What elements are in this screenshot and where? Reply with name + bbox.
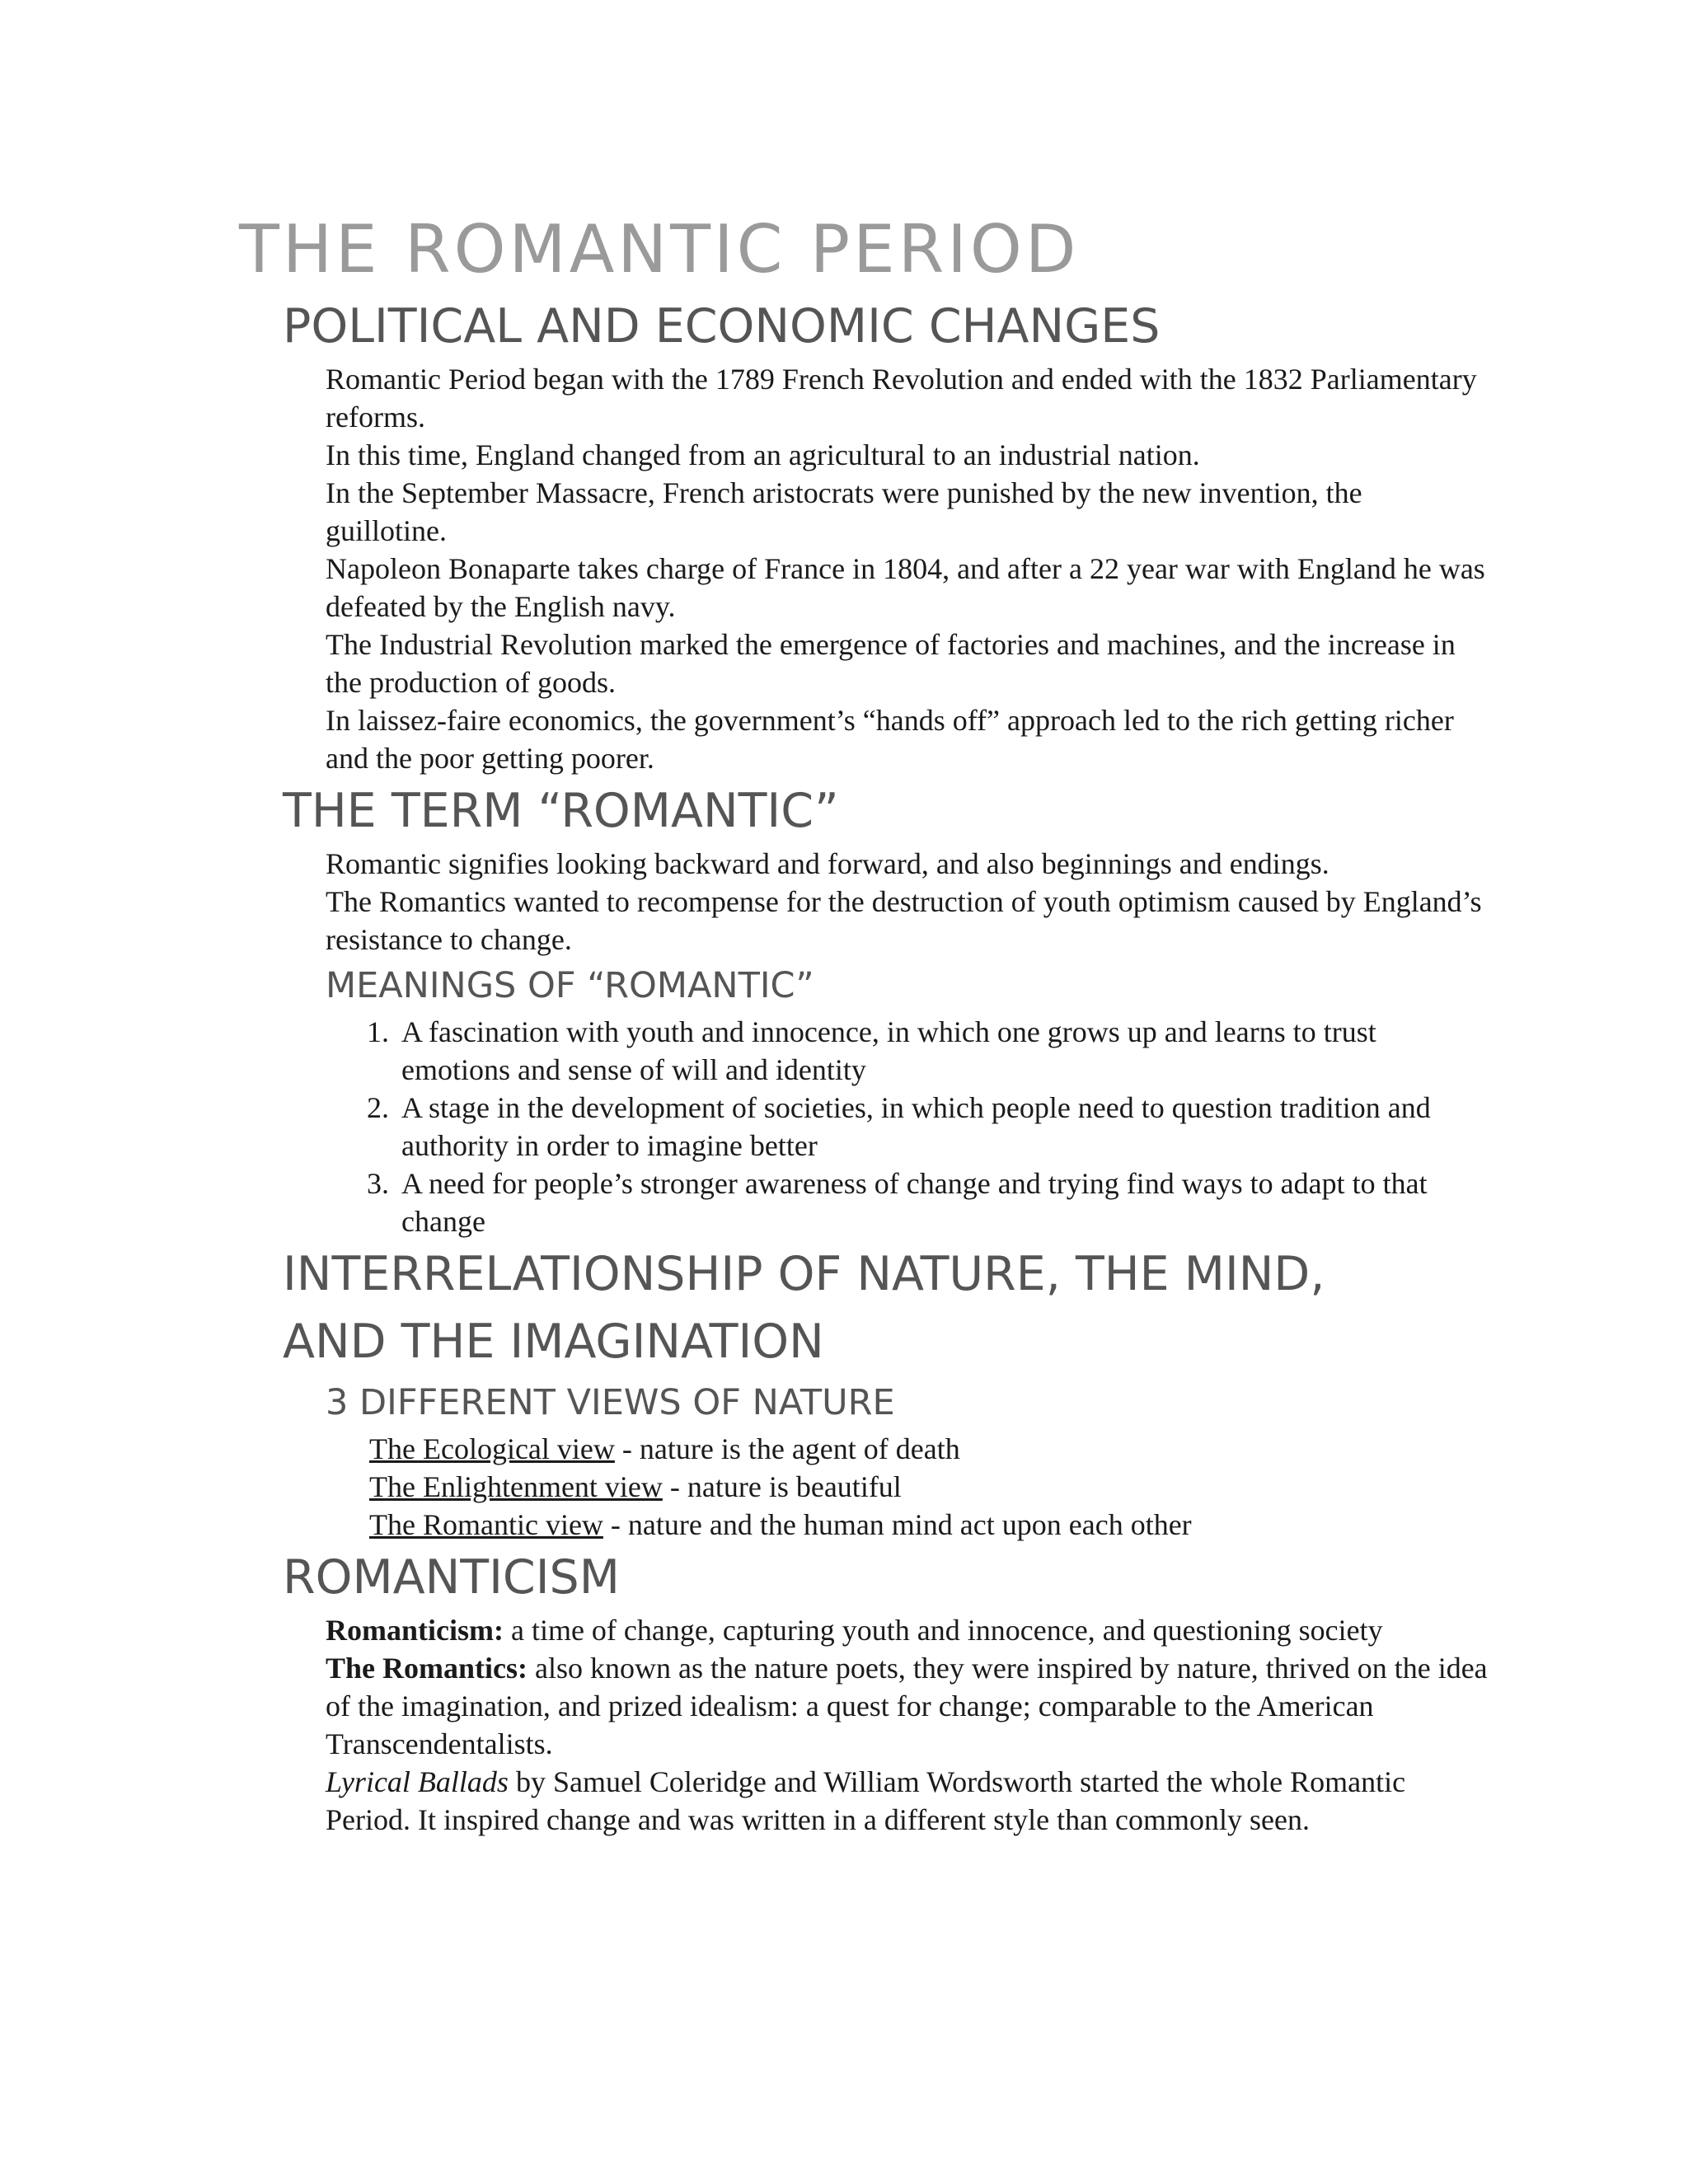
list-number: 3.	[367, 1167, 389, 1200]
paragraph: In laissez-faire economics, the government’s “hands off” approach led to the rich getting richer and the poor getting poorer.	[326, 704, 1454, 775]
view-item-enlightenment	[0, 1468, 1688, 1506]
list-item-text: A fascination with youth and innocence, in which one grows up and learns to trust emotions and sense of will and identity	[401, 1015, 1376, 1086]
list-number: 2.	[367, 1091, 389, 1124]
heading-interrelationship-line-1: INTERRELATIONSHIP OF NATURE, THE MIND,	[283, 1247, 1325, 1301]
definition-text: a time of change, capturing youth and innocence, and questioning society	[503, 1614, 1383, 1647]
view-item-romantic	[0, 1506, 1688, 1544]
heading-meanings-of-romantic: MEANINGS OF “ROMANTIC”	[326, 965, 814, 1006]
paragraph-text: by Samuel Coleridge and William Wordsworth started the whole Romantic Period. It inspired change and was written in a different style than commonly seen.	[326, 1765, 1406, 1836]
paragraph: In this time, England changed from an agricultural to an industrial nation.	[326, 438, 1200, 471]
definition-term: Romanticism:	[326, 1614, 504, 1647]
heading-interrelationship-line-2: AND THE IMAGINATION	[283, 1315, 824, 1369]
paragraph: The Romantics wanted to recompense for the destruction of youth optimism caused by England’s resistance to change.	[326, 885, 1482, 956]
definition-the-romantics	[0, 1649, 1488, 1763]
document-title: THE ROMANTIC PERIOD	[239, 211, 1080, 288]
paragraph: Napoleon Bonaparte takes charge of France in 1804, and after a 22 year war with England he was defeated by the English navy.	[326, 552, 1485, 623]
paragraph: The Industrial Revolution marked the emergence of factories and machines, and the increase in the production of goods.	[326, 628, 1456, 699]
view-label: The Enlightenment view	[369, 1470, 663, 1503]
heading-political-economic-changes: POLITICAL AND ECONOMIC CHANGES	[283, 299, 1160, 354]
view-item-ecological	[0, 1430, 1688, 1468]
list-item	[0, 1013, 1473, 1089]
list-item-text: A need for people’s stronger awareness of change and trying find ways to adapt to that change	[401, 1167, 1428, 1238]
lyrical-ballads-paragraph	[0, 1763, 1488, 1839]
heading-views-of-nature: 3 DIFFERENT VIEWS OF NATURE	[326, 1382, 895, 1423]
view-label: The Ecological view	[369, 1432, 615, 1465]
paragraph: Romantic signifies looking backward and forward, and also beginnings and endings.	[326, 847, 1329, 880]
definition-text: also known as the nature poets, they were inspired by nature, thrived on the idea of the imagination, and prized idealism: a quest for change; comparable to the American Transcendentalists.	[326, 1652, 1488, 1760]
heading-term-romantic: THE TERM “ROMANTIC”	[283, 784, 839, 838]
book-title: Lyrical Ballads	[326, 1765, 509, 1798]
view-text: - nature is the agent of death	[614, 1432, 960, 1465]
view-text: - nature is beautiful	[662, 1470, 902, 1503]
definition-romanticism	[0, 1611, 1488, 1649]
view-text: - nature and the human mind act upon each other	[603, 1508, 1192, 1541]
list-item	[0, 1165, 1473, 1240]
paragraph: Romantic Period began with the 1789 French Revolution and ended with the 1832 Parliamentary reforms.	[326, 363, 1477, 434]
list-item	[0, 1089, 1473, 1165]
view-label: The Romantic view	[369, 1508, 603, 1541]
document-content	[0, 293, 1688, 1839]
definition-term: The Romantics:	[326, 1652, 528, 1685]
paragraph: In the September Massacre, French aristocrats were punished by the new invention, the guillotine.	[326, 476, 1362, 547]
heading-romanticism: ROMANTICISM	[283, 1550, 620, 1605]
meanings-list	[0, 1013, 1688, 1240]
list-number: 1.	[367, 1015, 389, 1048]
list-item-text: A stage in the development of societies, in which people need to question tradition and authority in order to imagine better	[401, 1091, 1431, 1162]
